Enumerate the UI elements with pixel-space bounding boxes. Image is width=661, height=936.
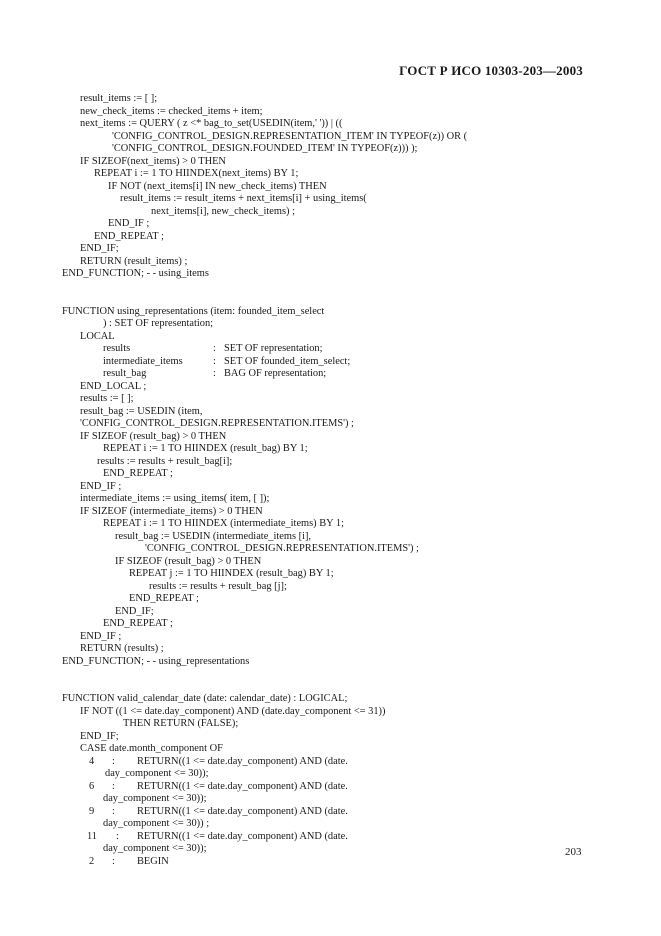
- code-line: [62, 643, 602, 656]
- code-text: day_component <= 30));: [103, 793, 207, 804]
- code-text: END_IF ;: [80, 480, 122, 492]
- code-text: REPEAT i := 1 TO HIINDEX (intermediate_items) BY 1;: [103, 518, 344, 529]
- case-value: 9: [89, 805, 95, 817]
- code-text: :: [116, 830, 119, 842]
- blank-line: [62, 293, 602, 306]
- code-text: END_FUNCTION; - - using_representations: [62, 655, 250, 667]
- code-text: END_IF ;: [108, 218, 150, 229]
- blank-line: [62, 681, 602, 694]
- code-text: day_component <= 30));: [105, 768, 209, 779]
- code-text: BAG OF representation;: [224, 368, 327, 379]
- code-text: :: [112, 855, 115, 867]
- code-line: [62, 143, 602, 156]
- code-line: [62, 556, 602, 569]
- code-line: [62, 843, 602, 856]
- code-line: [62, 393, 602, 406]
- code-text: END_REPEAT ;: [103, 618, 173, 629]
- case-value: 2: [89, 855, 95, 867]
- code-text: next_items[i], new_check_items) ;: [151, 205, 295, 217]
- case-value: 4: [89, 755, 95, 767]
- code-text: REPEAT j := 1 TO HIINDEX (result_bag) BY 1;: [129, 568, 334, 579]
- code-text: result_items := result_items + next_items[i] + using_items(: [120, 193, 367, 204]
- code-line: [62, 856, 602, 869]
- code-text: RETURN (results) ;: [80, 643, 164, 654]
- code-line: [62, 168, 602, 181]
- code-text: RETURN((1 <= date.day_component) AND (date.: [137, 830, 348, 842]
- code-line: [62, 606, 602, 619]
- code-line: [62, 656, 602, 669]
- code-line: [62, 781, 602, 794]
- code-line: [62, 243, 602, 256]
- code-listing: [62, 93, 602, 868]
- code-line: [62, 106, 602, 119]
- code-text: RETURN (result_items) ;: [80, 255, 188, 267]
- blank-line: [62, 281, 602, 294]
- code-line: [62, 806, 602, 819]
- code-text: LOCAL: [80, 330, 115, 342]
- code-text: result_bag: [103, 368, 147, 379]
- code-line: [62, 206, 602, 219]
- code-text: :: [112, 805, 115, 817]
- code-text: END_IF;: [80, 243, 119, 254]
- code-line: [62, 618, 602, 631]
- code-text: REPEAT i := 1 TO HIINDEX (result_bag) BY 1;: [103, 443, 308, 454]
- code-text: END_FUNCTION; - - using_items: [62, 268, 209, 279]
- code-line: [62, 593, 602, 606]
- code-line: [62, 718, 602, 731]
- code-line: [62, 531, 602, 544]
- code-line: [62, 506, 602, 519]
- code-text: 'CONFIG_CONTROL_DESIGN.REPRESENTATION.ITEMS') ;: [80, 418, 354, 429]
- code-text: next_items := QUERY ( z <* bag_to_set(USEDIN(item,' ')) | ((: [80, 118, 343, 129]
- code-line: [62, 693, 602, 706]
- code-line: [62, 368, 602, 381]
- code-text: day_component <= 30)) ;: [103, 818, 210, 829]
- code-line: [62, 331, 602, 344]
- code-line: [62, 406, 602, 419]
- page-number: 203: [565, 846, 582, 858]
- code-text: END_LOCAL ;: [80, 380, 147, 392]
- code-line: [62, 468, 602, 481]
- code-text: intermediate_items := using_items( item, [ ]);: [80, 493, 270, 504]
- code-text: result_items := [ ];: [80, 93, 158, 104]
- case-value: 6: [89, 780, 95, 792]
- code-text: END_IF;: [115, 605, 154, 617]
- code-text: IF NOT ((1 <= date.day_component) AND (date.day_component <= 31)): [80, 705, 386, 717]
- code-line: [62, 481, 602, 494]
- code-line: [62, 581, 602, 594]
- code-text: RETURN((1 <= date.day_component) AND (date.: [137, 755, 348, 767]
- code-text: new_check_items := checked_items + item;: [80, 105, 263, 117]
- code-text: :: [213, 343, 216, 354]
- code-text: 'CONFIG_CONTROL_DESIGN.REPRESENTATION_ITEM' IN TYPEOF(z)) OR (: [112, 130, 468, 142]
- code-text: RETURN((1 <= date.day_component) AND (date.: [137, 780, 348, 792]
- blank-line: [62, 668, 602, 681]
- code-line: [62, 631, 602, 644]
- code-text: END_REPEAT ;: [94, 230, 164, 242]
- code-line: [62, 306, 602, 319]
- code-line: [62, 743, 602, 756]
- code-line: [62, 343, 602, 356]
- code-line: [62, 268, 602, 281]
- code-line: [62, 381, 602, 394]
- code-text: FUNCTION using_representations (item: founded_item_select: [62, 305, 325, 317]
- code-text: :: [213, 368, 216, 379]
- code-line: [62, 793, 602, 806]
- code-text: SET OF representation;: [224, 343, 323, 354]
- code-text: IF SIZEOF (result_bag) > 0 THEN: [115, 555, 262, 567]
- code-line: [62, 706, 602, 719]
- code-line: [62, 443, 602, 456]
- code-text: results := [ ];: [80, 393, 134, 404]
- code-text: END_REPEAT ;: [103, 468, 173, 479]
- code-text: FUNCTION valid_calendar_date (date: calendar_date) : LOGICAL;: [62, 693, 348, 704]
- code-text: result_bag := USEDIN (item,: [80, 405, 203, 417]
- code-line: [62, 568, 602, 581]
- code-line: [62, 756, 602, 769]
- code-line: [62, 518, 602, 531]
- code-line: [62, 93, 602, 106]
- code-line: [62, 181, 602, 194]
- code-text: 'CONFIG_CONTROL_DESIGN.REPRESENTATION.ITEMS') ;: [145, 543, 419, 554]
- code-text: results := results + result_bag [j];: [149, 580, 287, 592]
- code-line: [62, 318, 602, 331]
- code-text: :: [213, 355, 216, 367]
- code-line: [62, 493, 602, 506]
- code-line: [62, 431, 602, 444]
- code-line: [62, 418, 602, 431]
- code-text: :: [112, 755, 115, 767]
- code-text: REPEAT i := 1 TO HIINDEX(next_items) BY 1;: [94, 168, 299, 179]
- code-line: [62, 768, 602, 781]
- code-line: [62, 131, 602, 144]
- code-text: END_REPEAT ;: [129, 593, 199, 604]
- code-text: RETURN((1 <= date.day_component) AND (date.: [137, 805, 348, 817]
- code-text: results: [103, 343, 131, 354]
- code-line: [62, 193, 602, 206]
- code-text: CASE date.month_component OF: [80, 743, 223, 754]
- code-text: ) : SET OF representation;: [103, 318, 214, 329]
- code-line: [62, 156, 602, 169]
- code-line: [62, 831, 602, 844]
- code-line: [62, 218, 602, 231]
- code-line: [62, 543, 602, 556]
- code-text: THEN RETURN (FALSE);: [123, 718, 239, 729]
- code-text: BEGIN: [137, 855, 169, 867]
- code-text: result_bag := USEDIN (intermediate_items [i],: [115, 530, 312, 542]
- code-text: intermediate_items: [103, 355, 183, 367]
- code-text: :: [112, 780, 115, 792]
- code-text: day_component <= 30));: [103, 843, 207, 854]
- code-line: [62, 231, 602, 244]
- code-line: [62, 356, 602, 369]
- code-text: END_IF;: [80, 730, 119, 742]
- case-value: 11: [87, 830, 98, 842]
- document-header: ГОСТ Р ИСО 10303-203—2003: [399, 63, 583, 78]
- code-text: 'CONFIG_CONTROL_DESIGN.FOUNDED_ITEM' IN TYPEOF(z))) );: [112, 143, 418, 154]
- code-text: IF SIZEOF (result_bag) > 0 THEN: [80, 430, 227, 442]
- code-text: IF NOT (next_items[i] IN new_check_items) THEN: [108, 180, 327, 192]
- code-text: results := results + result_bag[i];: [97, 455, 233, 467]
- code-line: [62, 456, 602, 469]
- code-line: [62, 731, 602, 744]
- code-text: IF SIZEOF(next_items) > 0 THEN: [80, 155, 226, 167]
- code-line: [62, 818, 602, 831]
- code-line: [62, 256, 602, 269]
- code-text: SET OF founded_item_select;: [224, 355, 351, 367]
- code-line: [62, 118, 602, 131]
- code-text: IF SIZEOF (intermediate_items) > 0 THEN: [80, 505, 263, 517]
- code-text: END_IF ;: [80, 630, 122, 642]
